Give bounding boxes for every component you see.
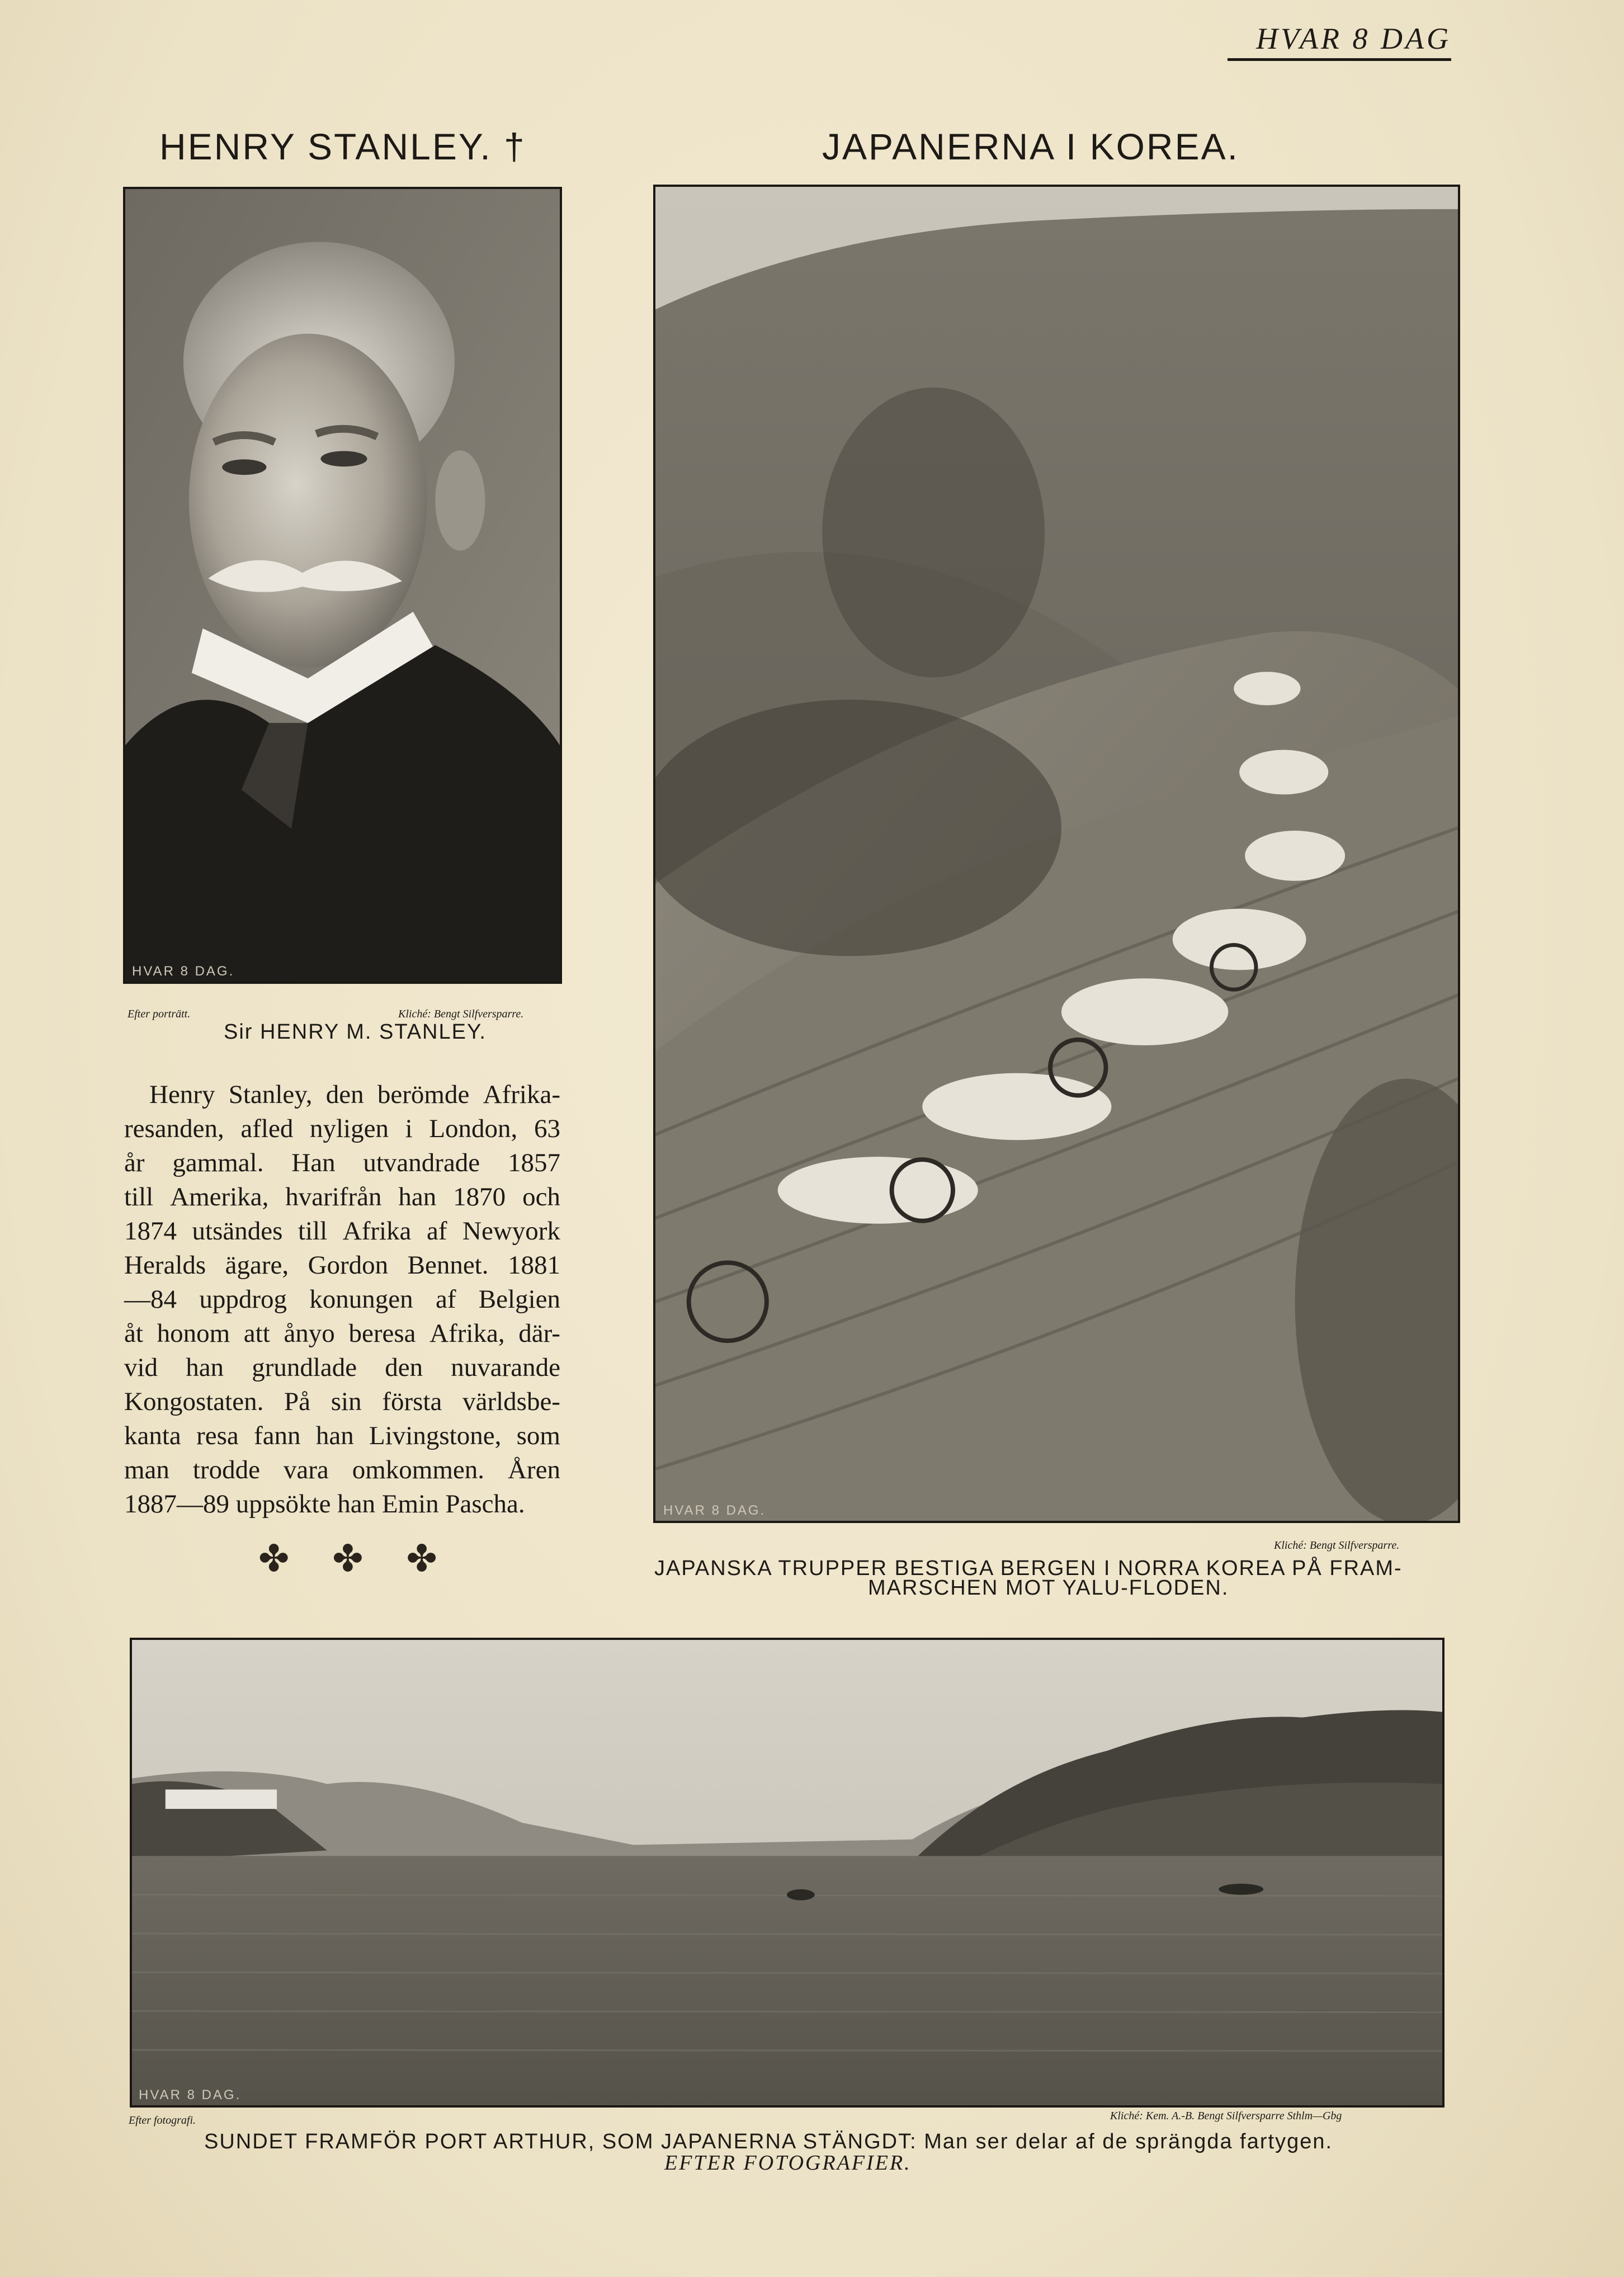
article-line: Heralds ägare, Gordon Bennet. 1881	[124, 1251, 560, 1280]
stanley-portrait-photo	[123, 187, 562, 984]
article-line: år gammal. Han utvandrade 1857	[124, 1148, 560, 1177]
mountain-caption-line2: MARSCHEN MOT YALU-FLODEN.	[868, 1576, 1229, 1600]
article-line: —84 uppdrog konungen af Belgien	[124, 1285, 560, 1314]
article-line: Henry Stanley, den berömde Afrika-	[149, 1080, 560, 1109]
ornament-row: ✤ ✤ ✤	[258, 1537, 453, 1580]
article-line: 1874 utsändes till Afrika af Newyork	[124, 1217, 560, 1246]
mountain-caption-line1: JAPANSKA TRUPPER BESTIGA BERGEN I NORRA KOREA PÅ FRAM-	[654, 1557, 1403, 1580]
article-line: vid han grundlade den nuvarande	[124, 1353, 560, 1382]
photo-source-note: EFTER FOTOGRAFIER.	[664, 2151, 912, 2175]
harbor-watermark: HVAR 8 DAG.	[139, 2087, 242, 2102]
masthead: HVAR 8 DAG	[1228, 21, 1451, 61]
portrait-image	[125, 189, 560, 982]
troops-mountain-photo	[653, 185, 1460, 1523]
title-henry-stanley: HENRY STANLEY. †	[159, 126, 526, 168]
portrait-credit-right: Kliché: Bengt Silfversparre.	[398, 1008, 524, 1020]
portrait-caption: Sir HENRY M. STANLEY.	[224, 1020, 487, 1044]
mountain-image	[655, 187, 1458, 1521]
mountain-watermark: HVAR 8 DAG.	[663, 1503, 766, 1518]
article-line: Kongostaten. På sin första världsbe-	[124, 1387, 560, 1416]
mountain-credit: Kliché: Bengt Silfversparre.	[1274, 1539, 1400, 1552]
article-line: åt honom att ånyo beresa Afrika, där-	[124, 1319, 560, 1348]
harbor-credit-left: Efter fotografi.	[129, 2114, 196, 2127]
portrait-watermark: HVAR 8 DAG.	[132, 964, 235, 979]
harbor-image	[132, 1640, 1442, 2105]
article-line: till Amerika, hvarifrån han 1870 och	[124, 1182, 560, 1211]
harbor-credit-right: Kliché: Kem. A.-B. Bengt Silfversparre Sthlm—Gbg	[1110, 2110, 1342, 2122]
article-line: man trodde vara omkommen. Åren	[124, 1455, 560, 1484]
article-line: 1887—89 uppsökte han Emin Pascha.	[124, 1489, 525, 1519]
article-line: kanta resa fann han Livingstone, som	[124, 1421, 560, 1450]
portrait-credit-left: Efter porträtt.	[128, 1008, 191, 1020]
article-body	[124, 1078, 560, 1521]
article-line: resanden, afled nyligen i London, 63	[124, 1114, 560, 1143]
harbor-caption: SUNDET FRAMFÖR PORT ARTHUR, SOM JAPANERNA STÄNGDT: Man ser delar af de sprängda fartygen.	[204, 2130, 1333, 2153]
title-japanerna-i-korea: JAPANERNA I KOREA.	[822, 126, 1239, 168]
port-arthur-photo	[130, 1638, 1444, 2108]
